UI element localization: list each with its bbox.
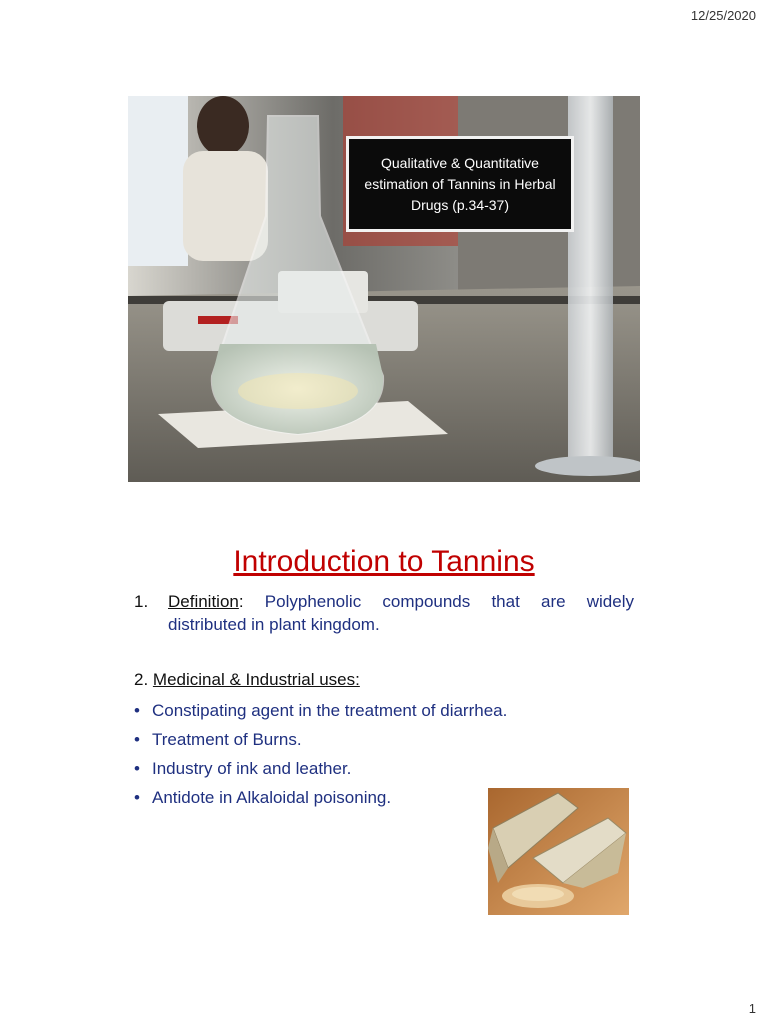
bullet: • xyxy=(134,788,140,807)
page-number: 1 xyxy=(748,1001,756,1016)
list-item-text: Constipating agent in the treatment of diarrhea. xyxy=(152,701,508,720)
list-item-text: Antidote in Alkaloidal poisoning. xyxy=(152,788,392,807)
tannin-bark-photo xyxy=(488,788,629,915)
list-item xyxy=(134,728,507,757)
lab-flask-photo xyxy=(128,96,640,482)
document-date: 12/25/2020 xyxy=(690,8,756,23)
uses-list xyxy=(134,699,507,815)
uses-heading xyxy=(134,670,360,690)
slide-heading: Introduction to Tannins xyxy=(233,545,535,578)
list-item-text: Treatment of Burns. xyxy=(152,730,302,749)
definition-term: Definition xyxy=(168,592,239,611)
definition-text: Polyphenolic compounds that are widely distributed in plant kingdom. xyxy=(168,592,634,634)
list-number: 2. xyxy=(134,670,153,689)
definition-colon: : xyxy=(238,592,244,611)
definition-item xyxy=(134,590,634,636)
list-item xyxy=(134,757,507,786)
bullet: • xyxy=(134,701,140,720)
bullet: • xyxy=(134,730,140,749)
bark-powder-illustration xyxy=(488,788,629,915)
slide-title-box: Qualitative & Quantitative estimation of Tannins in Herbal Drugs (p.34-37) xyxy=(346,136,574,232)
list-item xyxy=(134,786,507,815)
bullet: • xyxy=(134,759,140,778)
list-number: 1. xyxy=(134,592,149,611)
uses-heading-text: Medicinal & Industrial uses: xyxy=(152,670,360,689)
definition-body xyxy=(168,590,634,636)
list-item xyxy=(134,699,507,728)
list-item-text: Industry of ink and leather. xyxy=(152,759,352,778)
